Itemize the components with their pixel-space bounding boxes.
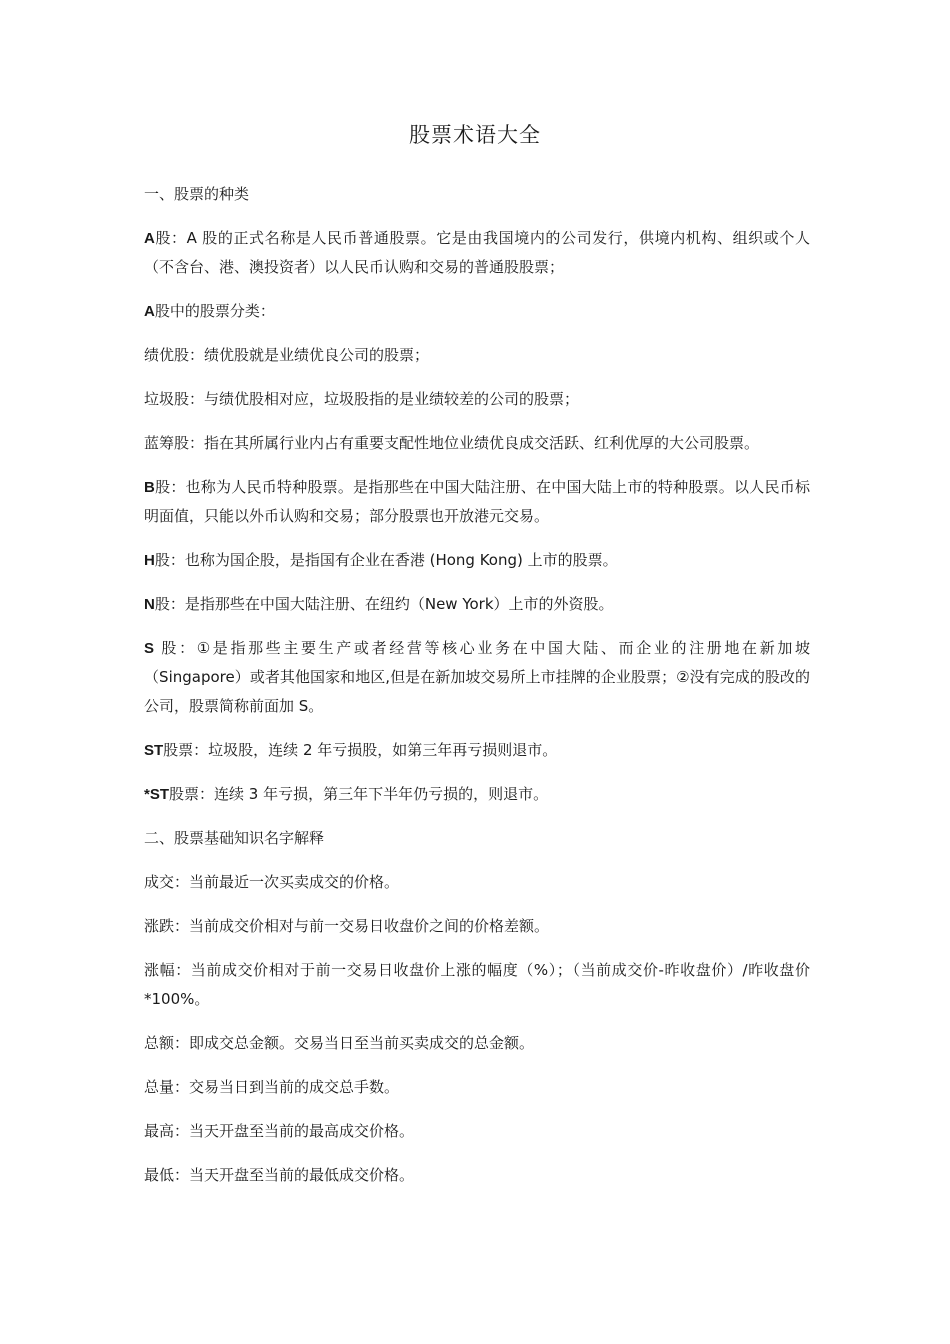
paragraph-text: 股票：连续 3 年亏损，第三年下半年仍亏损的，则退市。 (169, 785, 549, 803)
term-label: B (144, 479, 155, 496)
term-label: N (144, 596, 155, 613)
paragraph-high: 最高：当天开盘至当前的最高成交价格。 (144, 1122, 415, 1140)
paragraph-change: 涨跌：当前成交价相对与前一交易日收盘价之间的价格差额。 (144, 917, 550, 935)
paragraph-text: 股：也称为人民币特种股票。是指那些在中国大陆注册、在中国大陆上市的特种股票。以人民币标明面值，只能以外币认购和交易；部分股票也开放港元交易。 (144, 478, 810, 525)
term-label: ST (144, 742, 164, 759)
paragraph-text: 垃圾股：与绩优股相对应，垃圾股指的是业绩较差的公司的股票； (144, 390, 580, 408)
term-label: S (144, 640, 155, 657)
term-label: *ST (144, 786, 170, 803)
paragraph-a-share (144, 224, 810, 282)
paragraph-junk-stock (144, 385, 810, 414)
paragraph-change-percent: 涨幅：当前成交价相对于前一交易日收盘价上涨的幅度（%）；（当前成交价-昨收盘价）/昨收盘价*100%。 (144, 961, 810, 1008)
paragraph-blue-performance (144, 341, 810, 370)
term-label: H (144, 552, 155, 569)
paragraph-s-share (144, 634, 810, 721)
document-body (144, 180, 810, 1205)
paragraph-b-share (144, 473, 810, 531)
document-title: 股票术语大全 (409, 123, 541, 147)
paragraph-n-share (144, 590, 810, 619)
paragraph-h-share (144, 546, 810, 575)
paragraph-text: 蓝筹股：指在其所属行业内占有重要支配性地位业绩优良成交活跃、红利优厚的大公司股票。 (144, 434, 760, 452)
section-heading-types: 一、股票的种类 (144, 185, 250, 203)
paragraph-text: 股中的股票分类： (154, 302, 275, 320)
paragraph-total-amount: 总额：即成交总金额。交易当日至当前买卖成交的总金额。 (144, 1034, 535, 1052)
term-label: A (144, 303, 155, 320)
paragraph-a-share-categories (144, 297, 810, 326)
term-label: A (144, 230, 155, 247)
paragraph-text: 绩优股：绩优股就是业绩优良公司的股票； (144, 346, 430, 364)
paragraph-text: 股：是指那些在中国大陆注册、在纽约（New York）上市的外资股。 (154, 595, 614, 613)
paragraph-total-volume: 总量：交易当日到当前的成交总手数。 (144, 1078, 400, 1096)
section-heading-basics: 二、股票基础知识名字解释 (144, 829, 325, 847)
paragraph-text: 股票：垃圾股，连续 2 年亏损股，如第三年再亏损则退市。 (163, 741, 558, 759)
paragraph-st-share (144, 736, 810, 765)
paragraph-blue-chip (144, 429, 810, 458)
paragraph-low: 最低：当天开盘至当前的最低成交价格。 (144, 1166, 415, 1184)
paragraph-star-st-share (144, 780, 810, 809)
paragraph-text: 股：A 股的正式名称是人民币普通股票。它是由我国境内的公司发行，供境内机构、组织或个人（不含台、港、澳投资者）以人民币认购和交易的普通股股票； (144, 229, 810, 276)
paragraph-trade-price: 成交：当前最近一次买卖成交的价格。 (144, 873, 400, 891)
paragraph-text: 股：①是指那些主要生产或者经营等核心业务在中国大陆、而企业的注册地在新加坡（Singapore）或者其他国家和地区,但是在新加坡交易所上市挂牌的企业股票；②没有完成的股改的公司，股票简称前面加 S。 (144, 639, 810, 715)
paragraph-text: 股：也称为国企股，是指国有企业在香港 (Hong Kong) 上市的股票。 (154, 551, 618, 569)
